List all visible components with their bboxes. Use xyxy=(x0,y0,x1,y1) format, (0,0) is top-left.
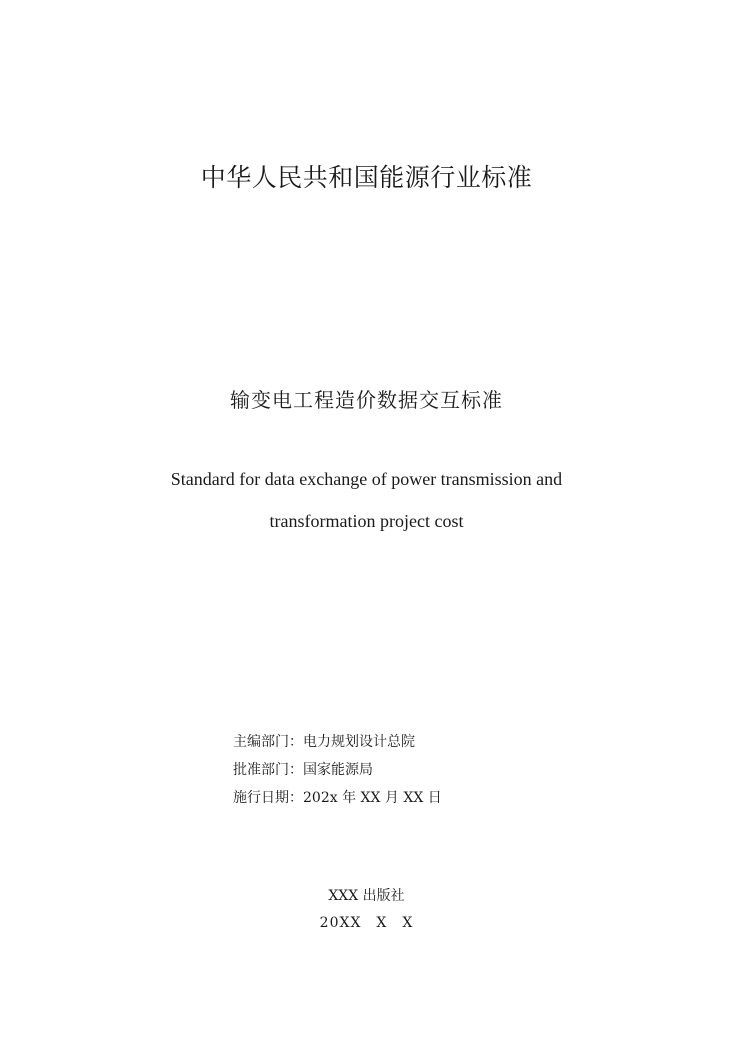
editor-department-row xyxy=(233,728,442,756)
document-meta-block xyxy=(233,728,442,812)
effective-date-row xyxy=(233,784,442,812)
editor-department-label: 主编部门： xyxy=(233,734,303,750)
approver-department-row xyxy=(233,756,442,784)
document-title-english-line2: transformation project cost xyxy=(269,511,464,531)
industry-standard-heading: 中华人民共和国能源行业标准 xyxy=(200,163,533,192)
editor-department-value: 电力规划设计总院 xyxy=(303,734,415,750)
approver-department-label: 批准部门： xyxy=(233,762,303,778)
publication-date: 20XX X X xyxy=(319,915,414,931)
document-title-chinese: 输变电工程造价数据交互标准 xyxy=(230,388,503,412)
document-title-english-line1: Standard for data exchange of power transmission and xyxy=(170,469,563,489)
publisher-name: XXX 出版社 xyxy=(328,888,405,904)
effective-date-label: 施行日期： xyxy=(233,790,303,806)
effective-date-value: 202x 年 XX 月 XX 日 xyxy=(303,790,442,806)
approver-department-value: 国家能源局 xyxy=(303,762,373,778)
